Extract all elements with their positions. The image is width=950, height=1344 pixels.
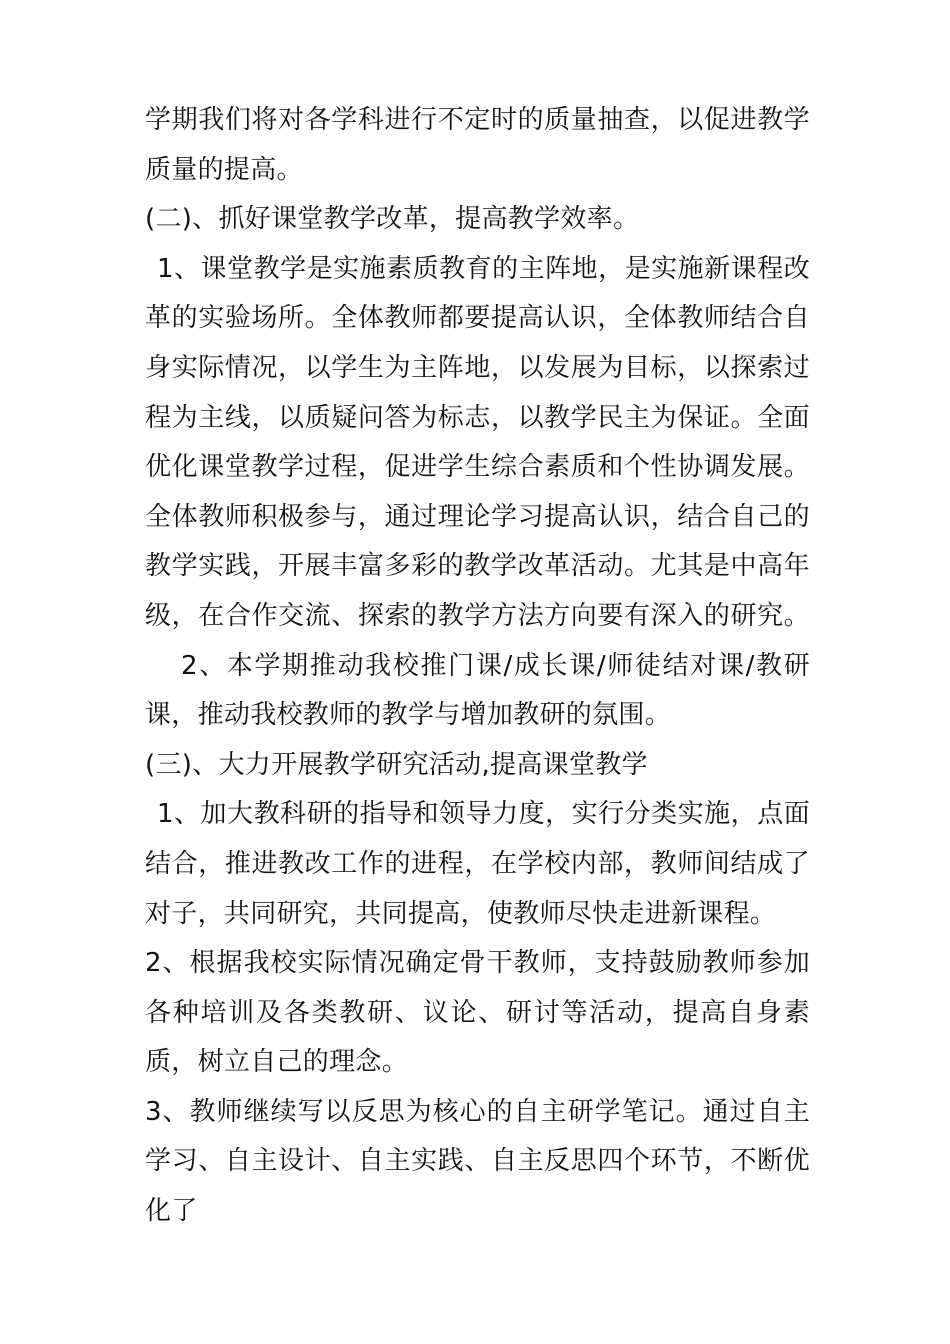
section-heading-2: (二)、抓好课堂教学改革，提高教学效率。 bbox=[145, 204, 640, 235]
paragraph-classroom-reform-item-2: 2、本学期推动我校推门课/成长课/师徒结对课/教研课，推动我校教师的教学与增加教研的氛围。 bbox=[145, 650, 810, 731]
paragraph-reflection-notes: 3、教师继续写以反思为核心的自主研学笔记。通过自主学习、自主设计、自主实践、自主反思四个环节，不断优化了 bbox=[145, 1096, 810, 1227]
paragraph-research-guidance: 1、加大教科研的指导和领导力度，实行分类实施，点面结合，推进教改工作的进程，在学校内部，教师间结成了对子，共同研究，共同提高，使教师尽快走进新课程。 bbox=[145, 799, 810, 929]
document-body bbox=[145, 96, 810, 1237]
paragraph-classroom-reform bbox=[145, 245, 810, 741]
paragraph-quality-check: 学期我们将对各学科进行不定时的质量抽查，以促进教学质量的提高。 bbox=[145, 105, 810, 185]
section-heading-3: (三)、大力开展教学研究活动,提高课堂教学 bbox=[145, 749, 648, 780]
paragraph-backbone-teachers: 2、根据我校实际情况确定骨干教师，支持鼓励教师参加各种培训及各类教研、议论、研讨等活动，提高自身素质，树立自己的理念。 bbox=[145, 948, 810, 1078]
paragraph-classroom-reform-item-1: 1、课堂教学是实施素质教育的主阵地，是实施新课程改革的实验场所。全体教师都要提高认识，全体教师结合自身实际情况，以学生为主阵地，以发展为目标，以探索过程为主线，以质疑问答为标志，以教学民主为保证。全面优化课堂教学过程，促进学生综合素质和个性协调发展。全体教师积极参与，通过理论学习提高认识，结合自己的教学实践，开展丰富多彩的教学改革活动。尤其是中高年级，在合作交流、探索的教学方法方向要有深入的研究。 bbox=[145, 253, 810, 631]
